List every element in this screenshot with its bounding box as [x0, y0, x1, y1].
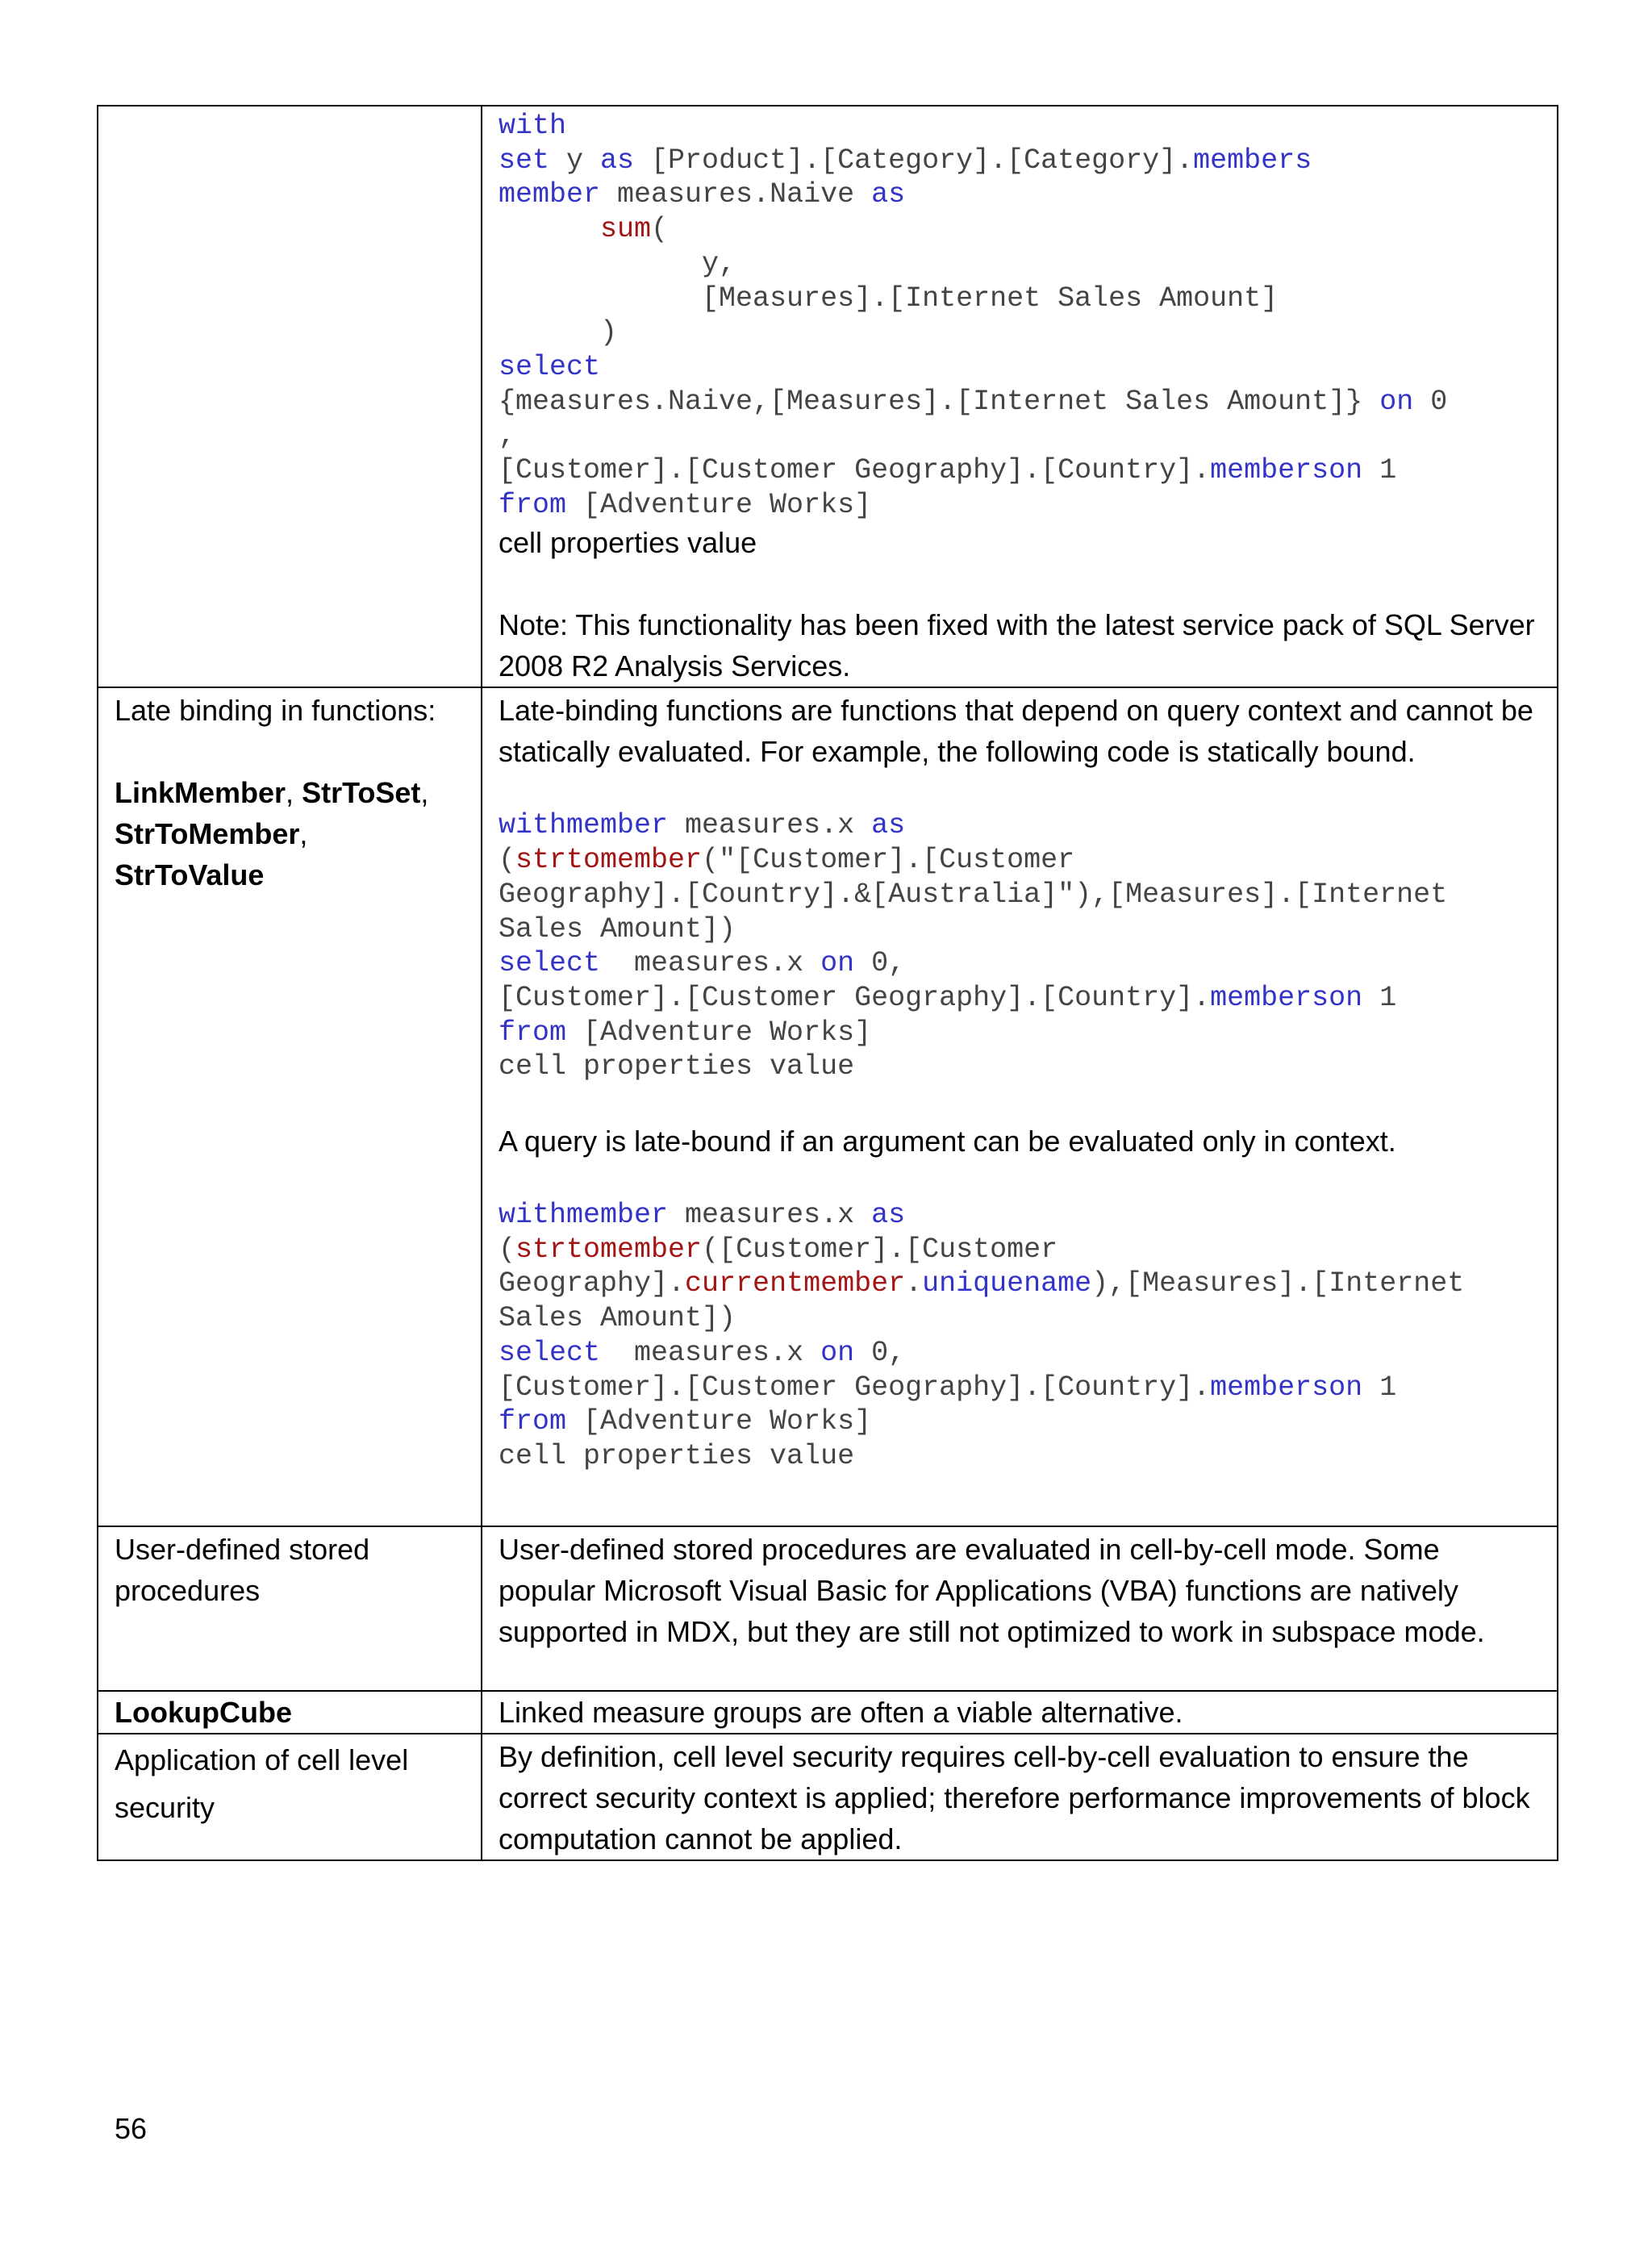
row4-text: Linked measure groups are often a viable alternative. [499, 1696, 1183, 1730]
code-token: as [871, 1199, 906, 1232]
code-line [499, 1440, 854, 1472]
code-line [499, 489, 871, 521]
code-line [499, 110, 566, 142]
code-token: ) [499, 316, 618, 349]
code-token: select [499, 947, 601, 980]
code-line [499, 386, 1447, 418]
code-token: y [549, 144, 601, 177]
code-token: ("[Customer].[Customer [702, 844, 1075, 877]
code-block [499, 1198, 1541, 1474]
row5-label-cell [98, 1734, 482, 1860]
row4-content-cell [482, 1691, 1558, 1734]
code-token: 0, [854, 1336, 906, 1369]
code-token: as [871, 809, 906, 842]
late-binding-paragraph: Late-binding functions are functions that depend on query context and cannot be statically evaluated. For example, the following code is statically bound. [499, 694, 1533, 769]
code-token: from [499, 1016, 567, 1049]
code-token: [Customer].[Customer Geography].[Country]. [499, 454, 1211, 487]
code-token: measures.x [600, 1336, 821, 1369]
code-line [499, 1371, 1396, 1404]
code-line [499, 982, 1396, 1014]
code-token: member [499, 178, 601, 211]
row5-text: By definition, cell level security requires cell-by-cell evaluation to ensure the correct security context is applied; therefore performance improvements of block computation cannot be applied. [499, 1740, 1530, 1856]
row2-label-intro: Late binding in functions: [115, 694, 436, 728]
code-token: Sales Amount]) [499, 1302, 736, 1335]
code-token: [Adventure Works] [566, 1405, 872, 1438]
code-line [499, 351, 600, 383]
code-token: , [499, 419, 516, 453]
code-line [499, 879, 1447, 911]
row3-text: User-defined stored procedures are evaluated in cell-by-cell mode. Some popular Microsoft Visual Basic for Applications (VBA) functions are natively supported in MDX, but they are still not optimized to work in subspace mode. [499, 1533, 1485, 1649]
code-token: uniquename [922, 1267, 1092, 1300]
code-token: withmember [499, 809, 669, 842]
code-line [499, 809, 905, 841]
functions-table [97, 105, 1558, 1861]
code-line [499, 1199, 905, 1231]
function-name: StrToValue [115, 858, 265, 892]
function-name: StrToSet [302, 776, 421, 810]
note-text: Note: This functionality has been fixed with the latest service pack of SQL Server 2008 R2 Analysis Services. [499, 608, 1535, 683]
code-line [499, 178, 905, 211]
code-line [499, 213, 668, 245]
code-line [499, 1302, 736, 1334]
code-token: measures.x [668, 809, 872, 842]
code-token: members [1193, 144, 1312, 177]
row5-label: Application of cell level security [115, 1743, 409, 1825]
code-line [499, 1337, 905, 1369]
code-token: set [499, 144, 550, 177]
code-token: [Adventure Works] [566, 1016, 872, 1049]
row2-content-cell [482, 687, 1558, 1526]
row3-content-cell [482, 1526, 1558, 1691]
table-row [98, 687, 1558, 1526]
code-token: . [905, 1267, 923, 1300]
code-token: [Adventure Works] [566, 488, 872, 521]
code-token: [Measures].[Internet Sales Amount] [499, 282, 1279, 315]
code-token: measures.Naive [600, 178, 872, 211]
page-number: 56 [115, 2112, 148, 2145]
code-token: strtomember [515, 844, 703, 877]
code-line [499, 844, 1074, 876]
cell-properties-text: cell properties value [499, 526, 757, 560]
code-token: 1 [1362, 1371, 1397, 1404]
row5-content-cell [482, 1734, 1558, 1860]
table-row [98, 1734, 1558, 1860]
table-row [98, 1691, 1558, 1734]
code-line [499, 947, 905, 979]
code-token: currentmember [685, 1267, 906, 1300]
code-token: 1 [1362, 981, 1397, 1014]
table-row [98, 106, 1558, 687]
code-token: as [871, 178, 906, 211]
code-token: strtomember [515, 1233, 703, 1266]
code-token: select [499, 350, 601, 383]
code-line [499, 454, 1396, 486]
code-token: y, [499, 247, 736, 280]
code-token: [Customer].[Customer Geography].[Country]. [499, 1371, 1211, 1404]
code-token: ([Customer].[Customer [702, 1233, 1058, 1266]
table-row [98, 1526, 1558, 1691]
function-name: LinkMember [115, 776, 286, 810]
function-name: StrToMember [115, 817, 300, 851]
code-token: Sales Amount]) [499, 912, 736, 945]
row3-label-cell [98, 1526, 482, 1691]
code-token: with [499, 110, 567, 142]
code-token: Geography]. [499, 1267, 686, 1300]
code-token: [Customer].[Customer Geography].[Country]. [499, 981, 1211, 1014]
code-line [499, 316, 617, 349]
code-token: memberson [1210, 1371, 1363, 1404]
code-token: as [600, 144, 635, 177]
code-token: ),[Measures].[Internet [1091, 1267, 1465, 1300]
late-bound-paragraph: A query is late-bound if an argument can be evaluated only in context. [499, 1125, 1396, 1158]
code-token: from [499, 1405, 567, 1438]
row1-label-cell [98, 106, 482, 687]
code-token: withmember [499, 1199, 669, 1232]
code-line [499, 282, 1278, 315]
code-token: sum [600, 213, 652, 246]
code-token: measures.x [600, 947, 821, 980]
code-line [499, 1405, 871, 1438]
code-token: from [499, 488, 567, 521]
code-token: on [820, 1336, 855, 1369]
code-token: select [499, 1336, 601, 1369]
code-token: ( [499, 1233, 516, 1266]
code-token: 0 [1413, 385, 1448, 418]
code-token: 1 [1362, 454, 1397, 487]
row4-label: LookupCube [115, 1696, 292, 1730]
code-token: measures.x [668, 1199, 872, 1232]
code-token: Geography].[Country].&[Australia]"),[Measures].[Internet [499, 878, 1448, 911]
code-block [499, 109, 1541, 522]
code-block [499, 808, 1541, 1084]
code-line [499, 419, 515, 452]
code-line [499, 1267, 1464, 1300]
code-token: on [820, 947, 855, 980]
code-line [499, 1050, 854, 1083]
code-token: on [1379, 385, 1414, 418]
row1-content-cell [482, 106, 1558, 687]
code-token: ( [651, 213, 669, 246]
row4-label-cell [98, 1691, 482, 1734]
code-line [499, 1016, 871, 1049]
code-token: {measures.Naive,[Measures].[Internet Sales Amount]} [499, 385, 1380, 418]
code-line [499, 1233, 1058, 1266]
code-token: cell properties value [499, 1050, 855, 1083]
function-names: LinkMember, StrToSet, StrToMember, StrToValue [115, 776, 429, 892]
code-line [499, 144, 1312, 177]
row2-label-cell [98, 687, 482, 1526]
code-token: memberson [1210, 981, 1363, 1014]
code-token: ( [499, 844, 516, 877]
code-line [499, 248, 736, 280]
code-token: memberson [1210, 454, 1363, 487]
code-line [499, 913, 736, 945]
code-token [499, 213, 600, 245]
code-token: [Product].[Category].[Category]. [634, 144, 1194, 177]
row3-label: User-defined stored procedures [115, 1533, 370, 1608]
code-token: 0, [854, 947, 906, 980]
code-token: cell properties value [499, 1439, 855, 1472]
